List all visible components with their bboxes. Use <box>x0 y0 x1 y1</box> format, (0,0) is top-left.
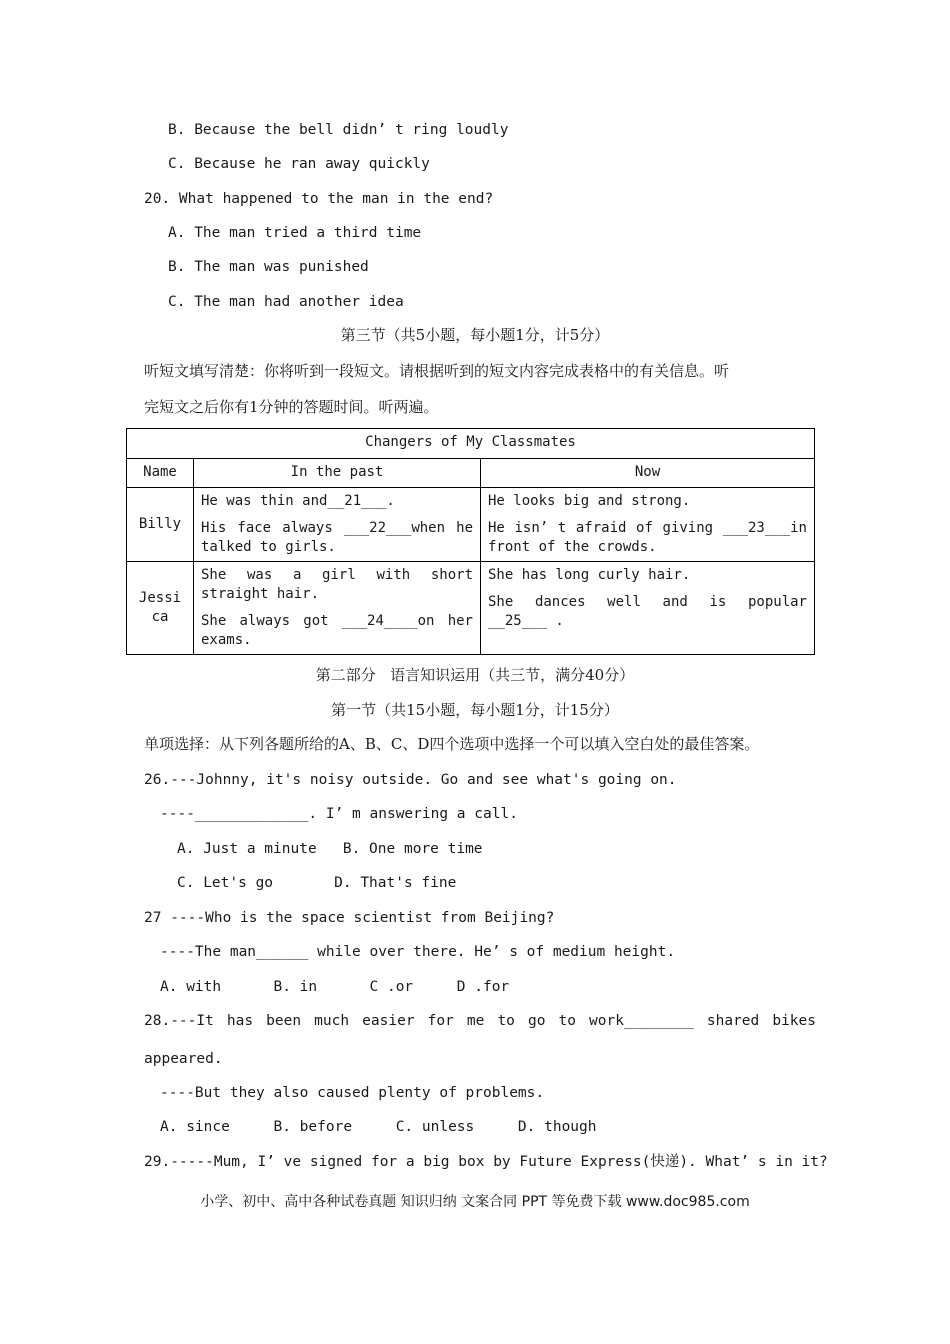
past-line: His face always ___22___when he talked to girls. <box>201 520 473 555</box>
text-line-q20c: C. The man had another idea <box>168 294 404 310</box>
text-line-q20b: B. The man was punished <box>168 259 369 275</box>
table-row <box>127 488 815 562</box>
row-name <box>127 562 194 655</box>
table-row <box>127 562 815 655</box>
text-line-q26ab: A. Just a minute B. One more time <box>177 841 483 857</box>
changes-table <box>126 428 815 655</box>
now-line: She has long curly hair. <box>488 567 691 583</box>
text-line-q26r: ----_____________. I’ m answering a call. <box>160 806 518 822</box>
part2-title: 第二部分 语言知识运用（共三节，满分40分） <box>315 666 635 684</box>
row-name: Billy <box>127 488 194 562</box>
text-line-q26cd: C. Let's go D. That's fine <box>177 875 457 891</box>
text-line-q26: 26.---Johnny, it's noisy outside. Go and see what's going on. <box>144 772 677 788</box>
question-28: 28.---It has been much easier for me to go to work________ shared bikes <box>144 1013 816 1029</box>
text-line-q28b: appeared. <box>144 1051 223 1067</box>
text-line-q19c: C. Because he ran away quickly <box>168 156 430 172</box>
text-line-q27opt: A. with B. in C .or D .for <box>160 979 510 995</box>
past-line: She was a girl with short straight hair. <box>201 567 473 602</box>
text-line-q29: 29.-----Mum, I’ ve signed for a big box by Future Express(快递). What’ s in it? <box>144 1154 828 1170</box>
section3-title: 第三节（共5小题，每小题1分，计5分） <box>340 326 610 344</box>
text-line-q28opt: A. since B. before C. unless D. though <box>160 1119 597 1135</box>
table-title: Changers of My Classmates <box>127 429 815 459</box>
part2-section1-title: 第一节（共15小题，每小题1分，计15分） <box>331 701 619 719</box>
header-name: Name <box>127 459 194 488</box>
part2-instruction: 单项选择：从下列各题所给的A、B、C、D四个选项中选择一个可以填入空白处的最佳答案。 <box>144 735 760 753</box>
section3-instruction-1: 听短文填写清楚：你将听到一段短文。请根据听到的短文内容完成表格中的有关信息。听 <box>144 362 730 380</box>
row-past <box>194 488 481 562</box>
now-line: He looks big and strong. <box>488 493 691 509</box>
row-past <box>194 562 481 655</box>
footer-ad: 小学、初中、高中各种试卷真题 知识归纳 文案合同 PPT 等免费下载 www.doc985.com <box>200 1194 750 1210</box>
row-now <box>481 488 815 562</box>
row-name-text: Jessica <box>138 590 182 625</box>
text-line-q27r: ----The man______ while over there. He’ s of medium height. <box>160 944 676 960</box>
now-line: He isn’ t afraid of giving ___23___in front of the crowds. <box>488 520 807 555</box>
text-line-q28r: ----But they also caused plenty of problems. <box>160 1085 545 1101</box>
row-now <box>481 562 815 655</box>
section3-instruction-2: 完短文之后你有1分钟的答题时间。听两遍。 <box>144 398 439 416</box>
past-line: He was thin and__21___. <box>201 493 395 509</box>
header-now: Now <box>481 459 815 488</box>
text-line-q19b: B. Because the bell didn’ t ring loudly <box>168 122 509 138</box>
text-line-q20: 20. What happened to the man in the end? <box>144 191 494 207</box>
header-past: In the past <box>194 459 481 488</box>
past-line: She always got ___24____on her exams. <box>201 613 473 648</box>
text-line-q20a: A. The man tried a third time <box>168 225 422 241</box>
text-line-q27: 27 ----Who is the space scientist from Beijing? <box>144 910 555 926</box>
now-line: She dances well and is popular __25___ . <box>488 594 807 629</box>
